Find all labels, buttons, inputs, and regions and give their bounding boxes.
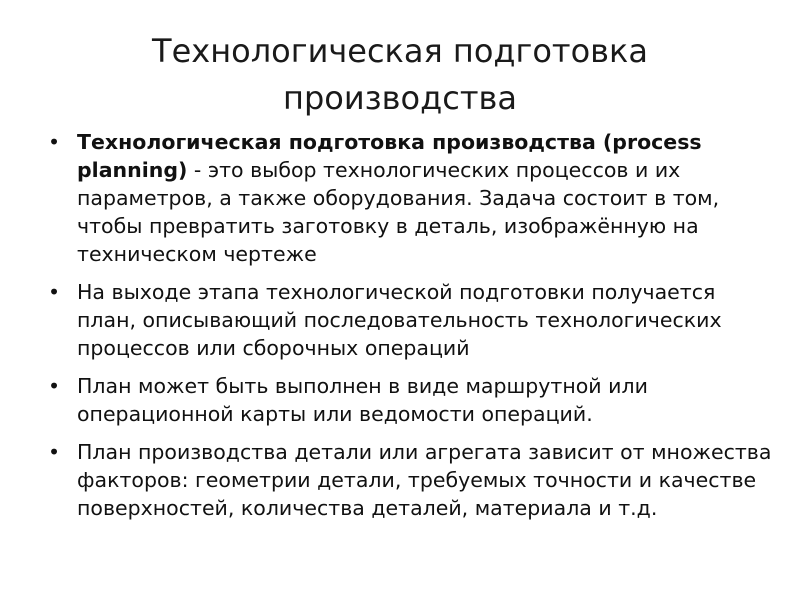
bullet-icon: • [48,374,61,398]
bullet-4-text: План производства детали или агрегата зависит от множества факторов: геометрии детали, требуемых точности и качестве поверхностей, количества деталей, материала и т.д. [77,440,772,520]
bullet-item-2 [45,278,775,362]
bullet-list [45,128,775,532]
bullet-1-text: - это выбор технологических процессов и их параметров, а также оборудования. Задача состоит в том, чтобы превратить заготовку в деталь, изображённую на техническом чертеже [77,158,720,266]
bullet-icon: • [48,280,61,304]
bullet-item-4 [45,438,775,522]
bullet-icon: • [48,130,61,154]
bullet-3-text: План может быть выполнен в виде маршрутной или операционной карты или ведомости операций. [77,374,648,426]
bullet-icon: • [48,440,61,464]
bullet-2-text: На выходе этапа технологической подготовки получается план, описывающий последовательность технологических процессов или сборочных операций [77,280,722,360]
bullet-item-3 [45,372,775,428]
slide-title: Технологическая подготовка производства [152,32,648,117]
bullet-1-term: Технологическая подготовка производства (process planning) [77,130,702,182]
bullet-item-1 [45,128,775,268]
